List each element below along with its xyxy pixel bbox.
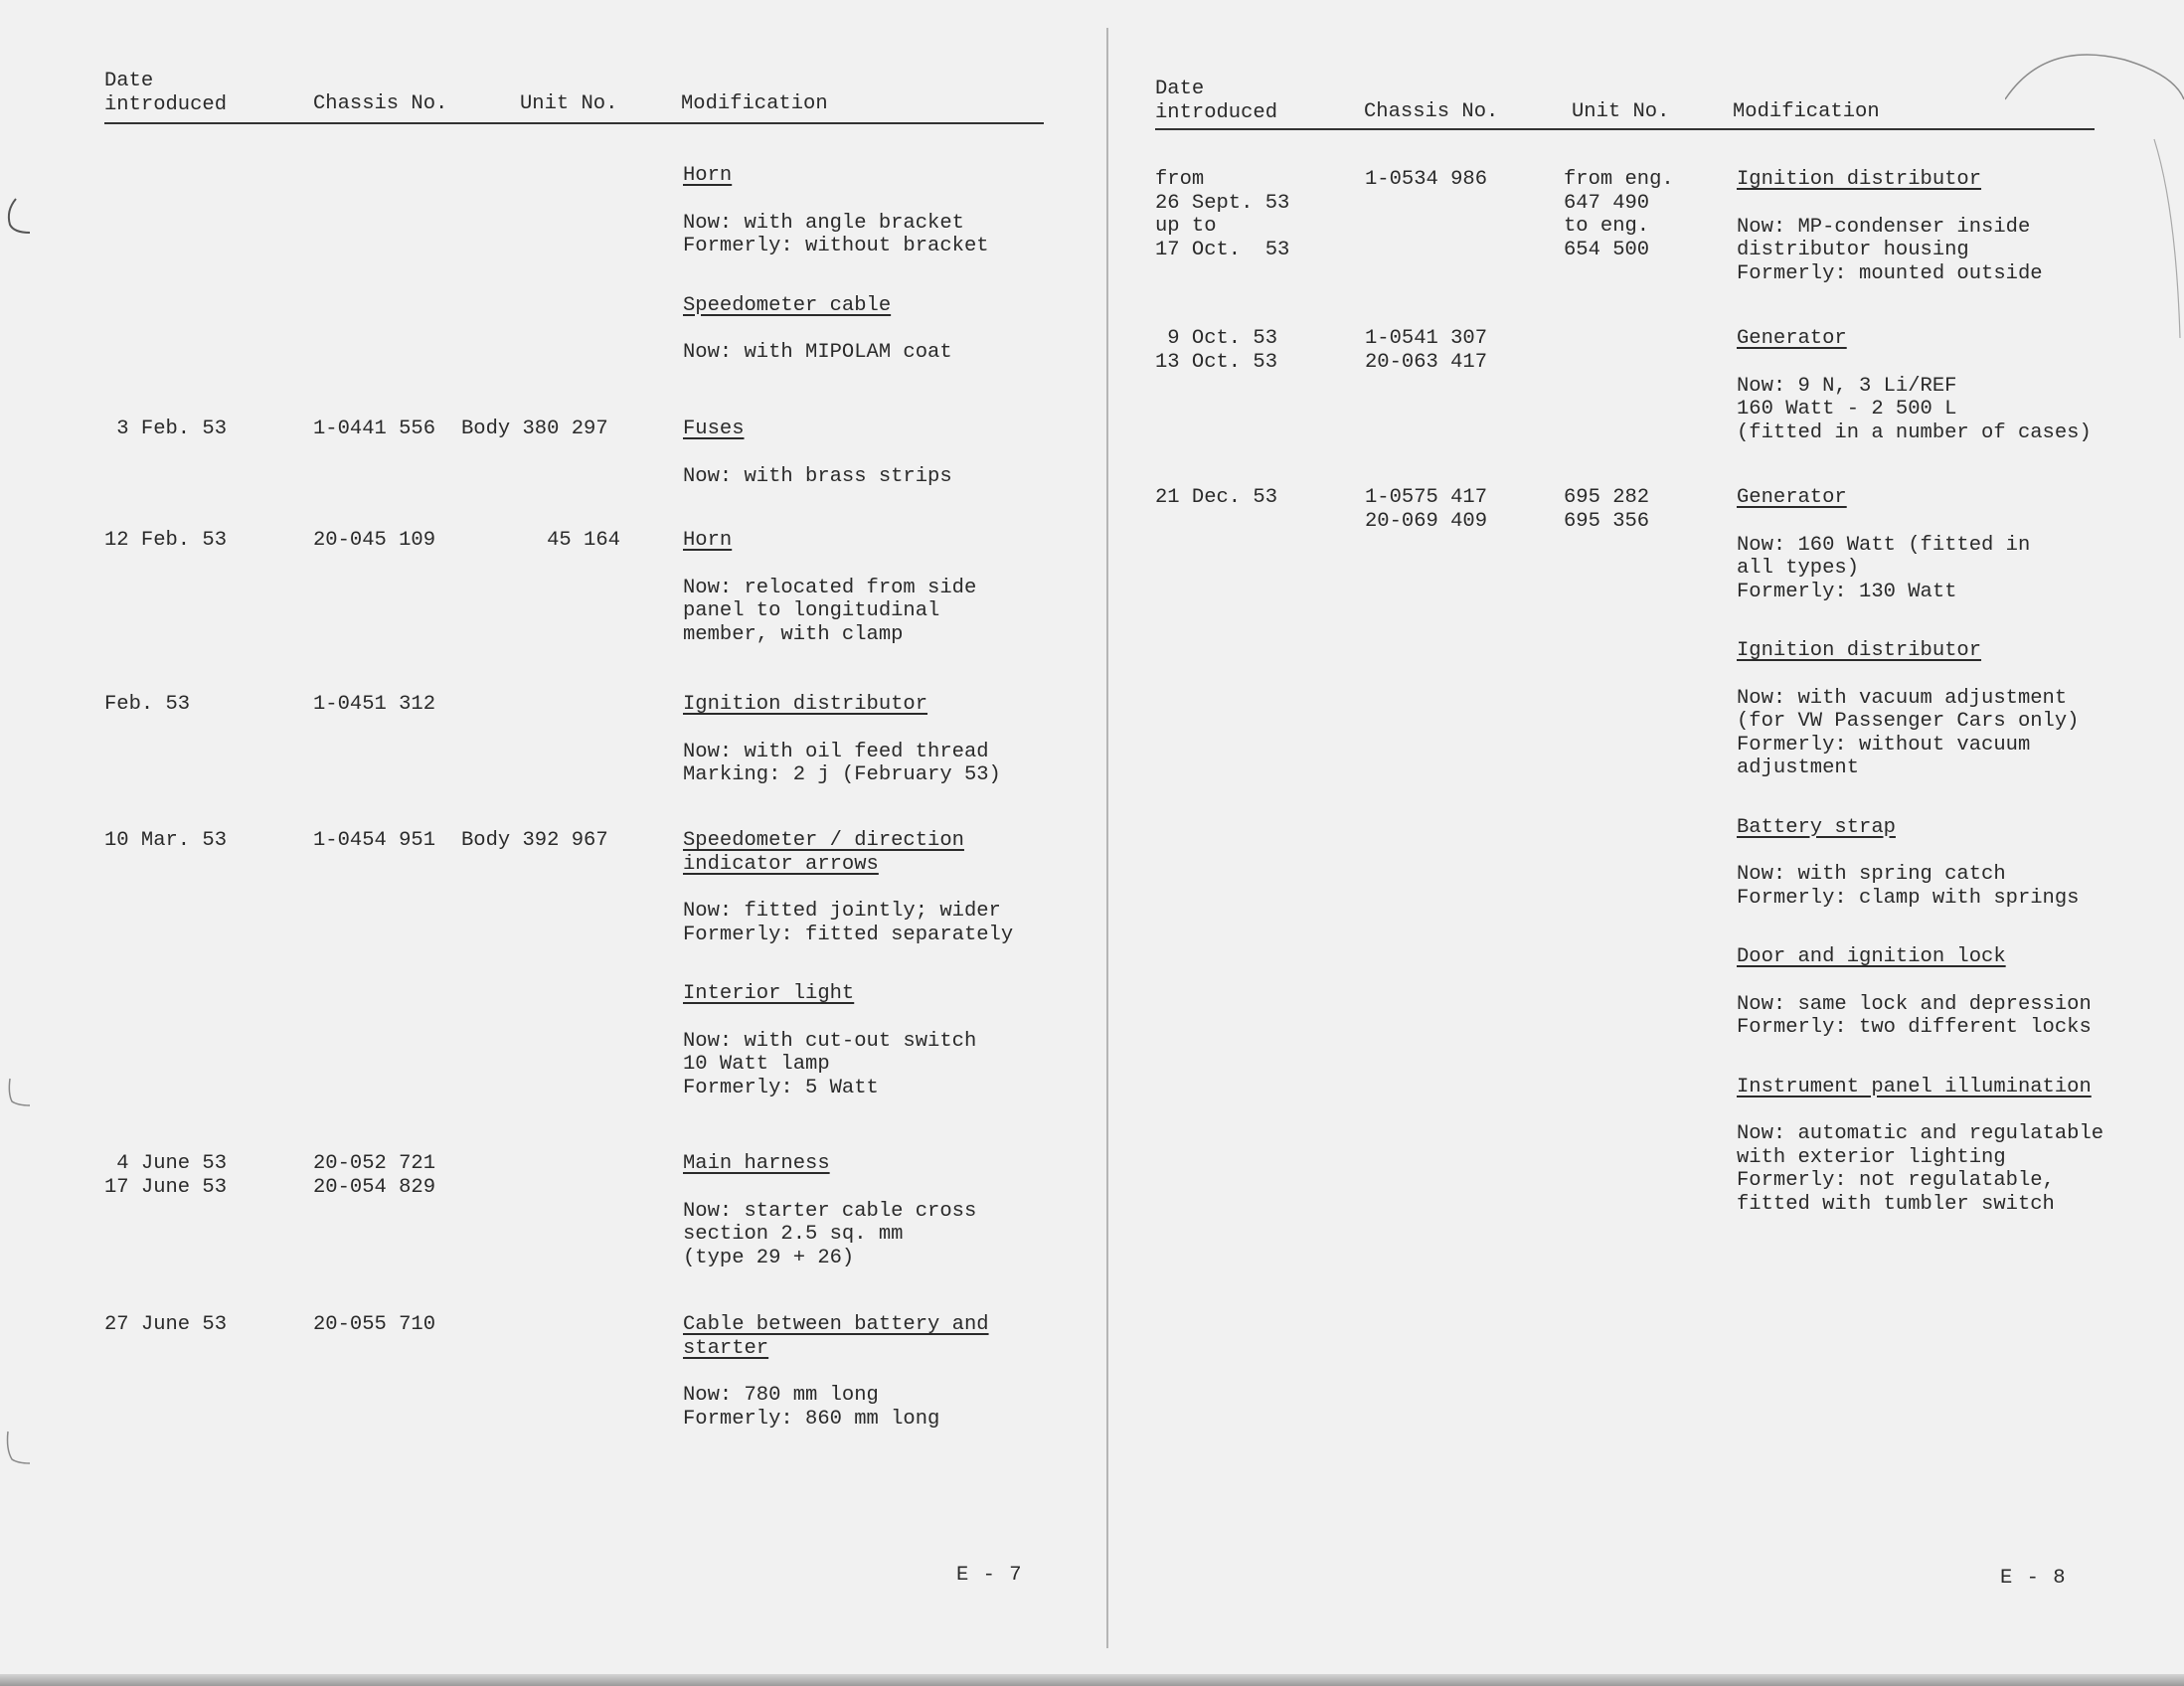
modification-text: Formerly: mounted outside [1737,261,2043,285]
chassis-cell [313,1313,435,1337]
modification-text: Now: starter cable cross [683,1199,977,1223]
modification-cell [1737,327,2092,480]
date-cell [1155,168,1289,261]
unit-cell [1564,168,1674,261]
modification-block [683,418,952,488]
unit-line: to eng. [1564,215,1650,238]
spacer [683,1176,976,1200]
modification-block [683,1152,976,1269]
header-rule [104,122,1044,124]
modification-text: (for VW Passenger Cars only) [1737,710,2080,733]
right-page [1109,0,2184,1686]
modification-title: Battery strap [1737,815,1896,839]
spacer [683,1360,989,1384]
chassis-cell [313,693,435,717]
modification-title: Ignition distributor [1737,168,1982,191]
modification-text: section 2.5 sq. mm [683,1223,904,1246]
modification-text: 160 Watt - 2 500 L [1737,398,1957,421]
spacer [683,1006,1013,1030]
modification-text: Now: with angle bracket [683,211,964,235]
table-header [0,0,1106,124]
unit-line: 647 490 [1564,191,1650,215]
modification-title: Horn [683,529,733,552]
unit-line: 45 164 [461,529,620,552]
date-line: from [1155,168,1205,191]
unit-line: Body 380 297 [461,418,608,440]
modification-text: Now: with vacuum adjustment [1737,686,2068,710]
modification-text: (fitted in a number of cases) [1737,421,2092,444]
modification-block [1737,945,2103,1040]
modification-block [1737,486,2103,603]
date-line: 10 Mar. 53 [104,829,228,852]
date-line: 17 Oct. 53 [1155,238,1290,261]
date-cell [104,693,190,717]
spacer [1737,663,2103,687]
modification-text: Now: with brass strips [683,464,952,488]
modification-text: Now: with cut-out switch [683,1029,977,1053]
unit-cell [461,529,620,553]
unit-line: from eng. [1564,168,1674,191]
date-line: 17 June 53 [104,1175,228,1199]
header-rule [1155,128,2095,130]
spacer [1737,510,2103,534]
modification-block [683,1313,989,1431]
date-line: up to [1155,215,1217,238]
modification-text: (type 29 + 26) [683,1246,855,1269]
date-line: 3 Feb. 53 [104,418,228,440]
chassis-cell [313,418,435,441]
header-chassis: Chassis No. [313,92,448,115]
page-spine [1106,28,1108,1648]
chassis-cell [313,529,435,553]
modification-text: Now: same lock and depression [1737,992,2092,1016]
modification-title: Instrument panel illumination [1737,1075,2092,1098]
modification-text: Marking: 2 j (February 53) [683,763,1001,786]
modification-title: Ignition distributor [683,693,928,716]
modification-text: distributor housing [1737,239,1969,261]
modification-text: Formerly: without bracket [683,235,989,257]
modification-text: member, with clamp [683,622,904,646]
modification-text: Now: relocated from side [683,576,977,599]
modification-cell [683,693,1001,823]
modification-cell [683,529,976,682]
modification-title: Generator [1737,327,1847,350]
date-cell [104,1313,227,1337]
chassis-line: 20-063 417 [1365,350,1488,374]
spacer [683,876,1013,900]
modification-text: Now: 160 Watt (fitted in [1737,533,2031,557]
spacer [683,441,952,465]
modification-block [683,982,1013,1099]
unit-line: 654 500 [1564,238,1650,261]
modification-text: Now: MP-condenser inside [1737,215,2031,239]
modification-cell [683,418,952,524]
header-date [104,70,227,116]
chassis-cell [313,1152,435,1199]
unit-line: 695 356 [1564,509,1650,533]
date-cell [1155,486,1277,510]
date-line: Feb. 53 [104,693,191,716]
spacer [1737,192,2043,216]
modification-cell [683,164,989,401]
header-modification: Modification [681,92,828,115]
chassis-cell [1365,168,1487,192]
modification-cell [683,1313,989,1466]
modification-text: Now: automatic and regulatable [1737,1122,2104,1145]
modification-block [1737,816,2103,911]
chassis-line: 1-0541 307 [1365,327,1488,350]
chassis-cell [1365,327,1487,374]
header-unit: Unit No. [520,92,618,115]
header-date-line-2: introduced [1155,100,1278,124]
modification-text: with exterior lighting [1737,1145,2006,1169]
unit-cell [461,829,608,853]
date-cell [104,418,227,441]
modification-text: Formerly: without vacuum [1737,733,2031,757]
modification-block [683,829,1013,946]
chassis-line: 20-054 829 [313,1175,436,1199]
modification-text: Formerly: clamp with springs [1737,886,2080,910]
modification-cell [683,1152,976,1305]
chassis-line: 20-055 710 [313,1313,436,1336]
date-line: 27 June 53 [104,1313,228,1336]
date-line: 26 Sept. 53 [1155,191,1290,215]
modification-text: fitted with tumbler switch [1737,1192,2055,1216]
chassis-line: 1-0441 556 [313,418,436,440]
header-date-line-1: Date [1155,78,1205,100]
header-date-line-1: Date [104,70,154,92]
modification-text: Formerly: 130 Watt [1737,580,1957,603]
modification-text: all types) [1737,557,1860,580]
modification-block [683,164,989,258]
modification-cell [683,829,1013,1135]
modification-block [683,529,976,646]
spacer [1737,839,2103,863]
date-line: 9 Oct. 53 [1155,327,1278,350]
modification-title: Fuses [683,418,745,440]
modification-text: panel to longitudinal [683,599,940,622]
chassis-cell [1365,486,1487,533]
modification-block [1737,327,2092,444]
modification-title: indicator arrows [683,852,879,876]
spacer [683,553,976,577]
chassis-line: 20-069 409 [1365,509,1488,533]
header-modification: Modification [1733,100,1880,123]
date-cell [104,529,227,553]
date-line: 21 Dec. 53 [1155,486,1278,509]
unit-cell [461,418,608,441]
chassis-line: 1-0575 417 [1365,486,1488,509]
modification-block [683,294,989,365]
chassis-line: 1-0451 312 [313,693,436,716]
chassis-line: 1-0454 951 [313,829,436,852]
page-number: E - 7 [956,1564,1023,1587]
header-chassis: Chassis No. [1364,100,1499,123]
chassis-line: 20-045 109 [313,529,436,552]
date-cell [104,829,227,853]
table-header [1109,0,2184,124]
modification-text: Now: with MIPOLAM coat [683,341,952,364]
modification-text: adjustment [1737,757,1860,779]
spacer [1737,351,2092,375]
date-cell [104,1152,227,1199]
unit-line: Body 392 967 [461,829,608,852]
modification-text: Now: 9 N, 3 Li/REF [1737,374,1957,398]
spacer [683,188,989,212]
header-date [1155,78,1277,124]
modification-title: Speedometer / direction [683,829,964,852]
modification-text: Formerly: not regulatable, [1737,1169,2055,1192]
spacer [683,317,989,341]
modification-title: Main harness [683,1152,830,1175]
modification-title: Interior light [683,982,855,1005]
modification-text: Formerly: fitted separately [683,923,1014,946]
unit-line: 695 282 [1564,486,1650,509]
chassis-cell [313,829,435,853]
unit-cell [1564,486,1649,533]
date-line: 13 Oct. 53 [1155,350,1278,374]
modification-title: Cable between battery and [683,1313,989,1336]
modification-text: Now: fitted jointly; wider [683,900,1001,923]
modification-text: 10 Watt lamp [683,1053,830,1076]
modification-title: Horn [683,164,733,187]
modification-block [1737,639,2103,780]
modification-block [1737,1076,2103,1217]
modification-title: Ignition distributor [1737,639,1982,662]
modification-title: Door and ignition lock [1737,945,2006,968]
chassis-line: 20-052 721 [313,1152,436,1175]
modification-title: Generator [1737,486,1847,509]
modification-text: Formerly: two different locks [1737,1016,2092,1039]
modification-text: Now: with oil feed thread [683,740,989,763]
page-number: E - 8 [2000,1567,2067,1590]
modification-title: starter [683,1336,769,1360]
modification-text: Formerly: 5 Watt [683,1076,879,1099]
spacer [1737,1098,2103,1122]
spacer [683,717,1001,741]
chassis-line: 1-0534 986 [1365,168,1488,191]
spacer [1737,969,2103,993]
header-date-line-2: introduced [104,92,228,116]
modification-text: Now: with spring catch [1737,863,2006,886]
modification-cell [1737,486,2103,1252]
date-line: 4 June 53 [104,1152,228,1175]
modification-text: Now: 780 mm long [683,1384,879,1407]
modification-title: Speedometer cable [683,293,892,317]
modification-block [683,693,1001,787]
date-line: 12 Feb. 53 [104,529,228,552]
header-unit: Unit No. [1572,100,1670,123]
modification-cell [1737,168,2043,321]
date-cell [1155,327,1277,374]
modification-text: Formerly: 860 mm long [683,1407,940,1431]
modification-block [1737,168,2043,285]
